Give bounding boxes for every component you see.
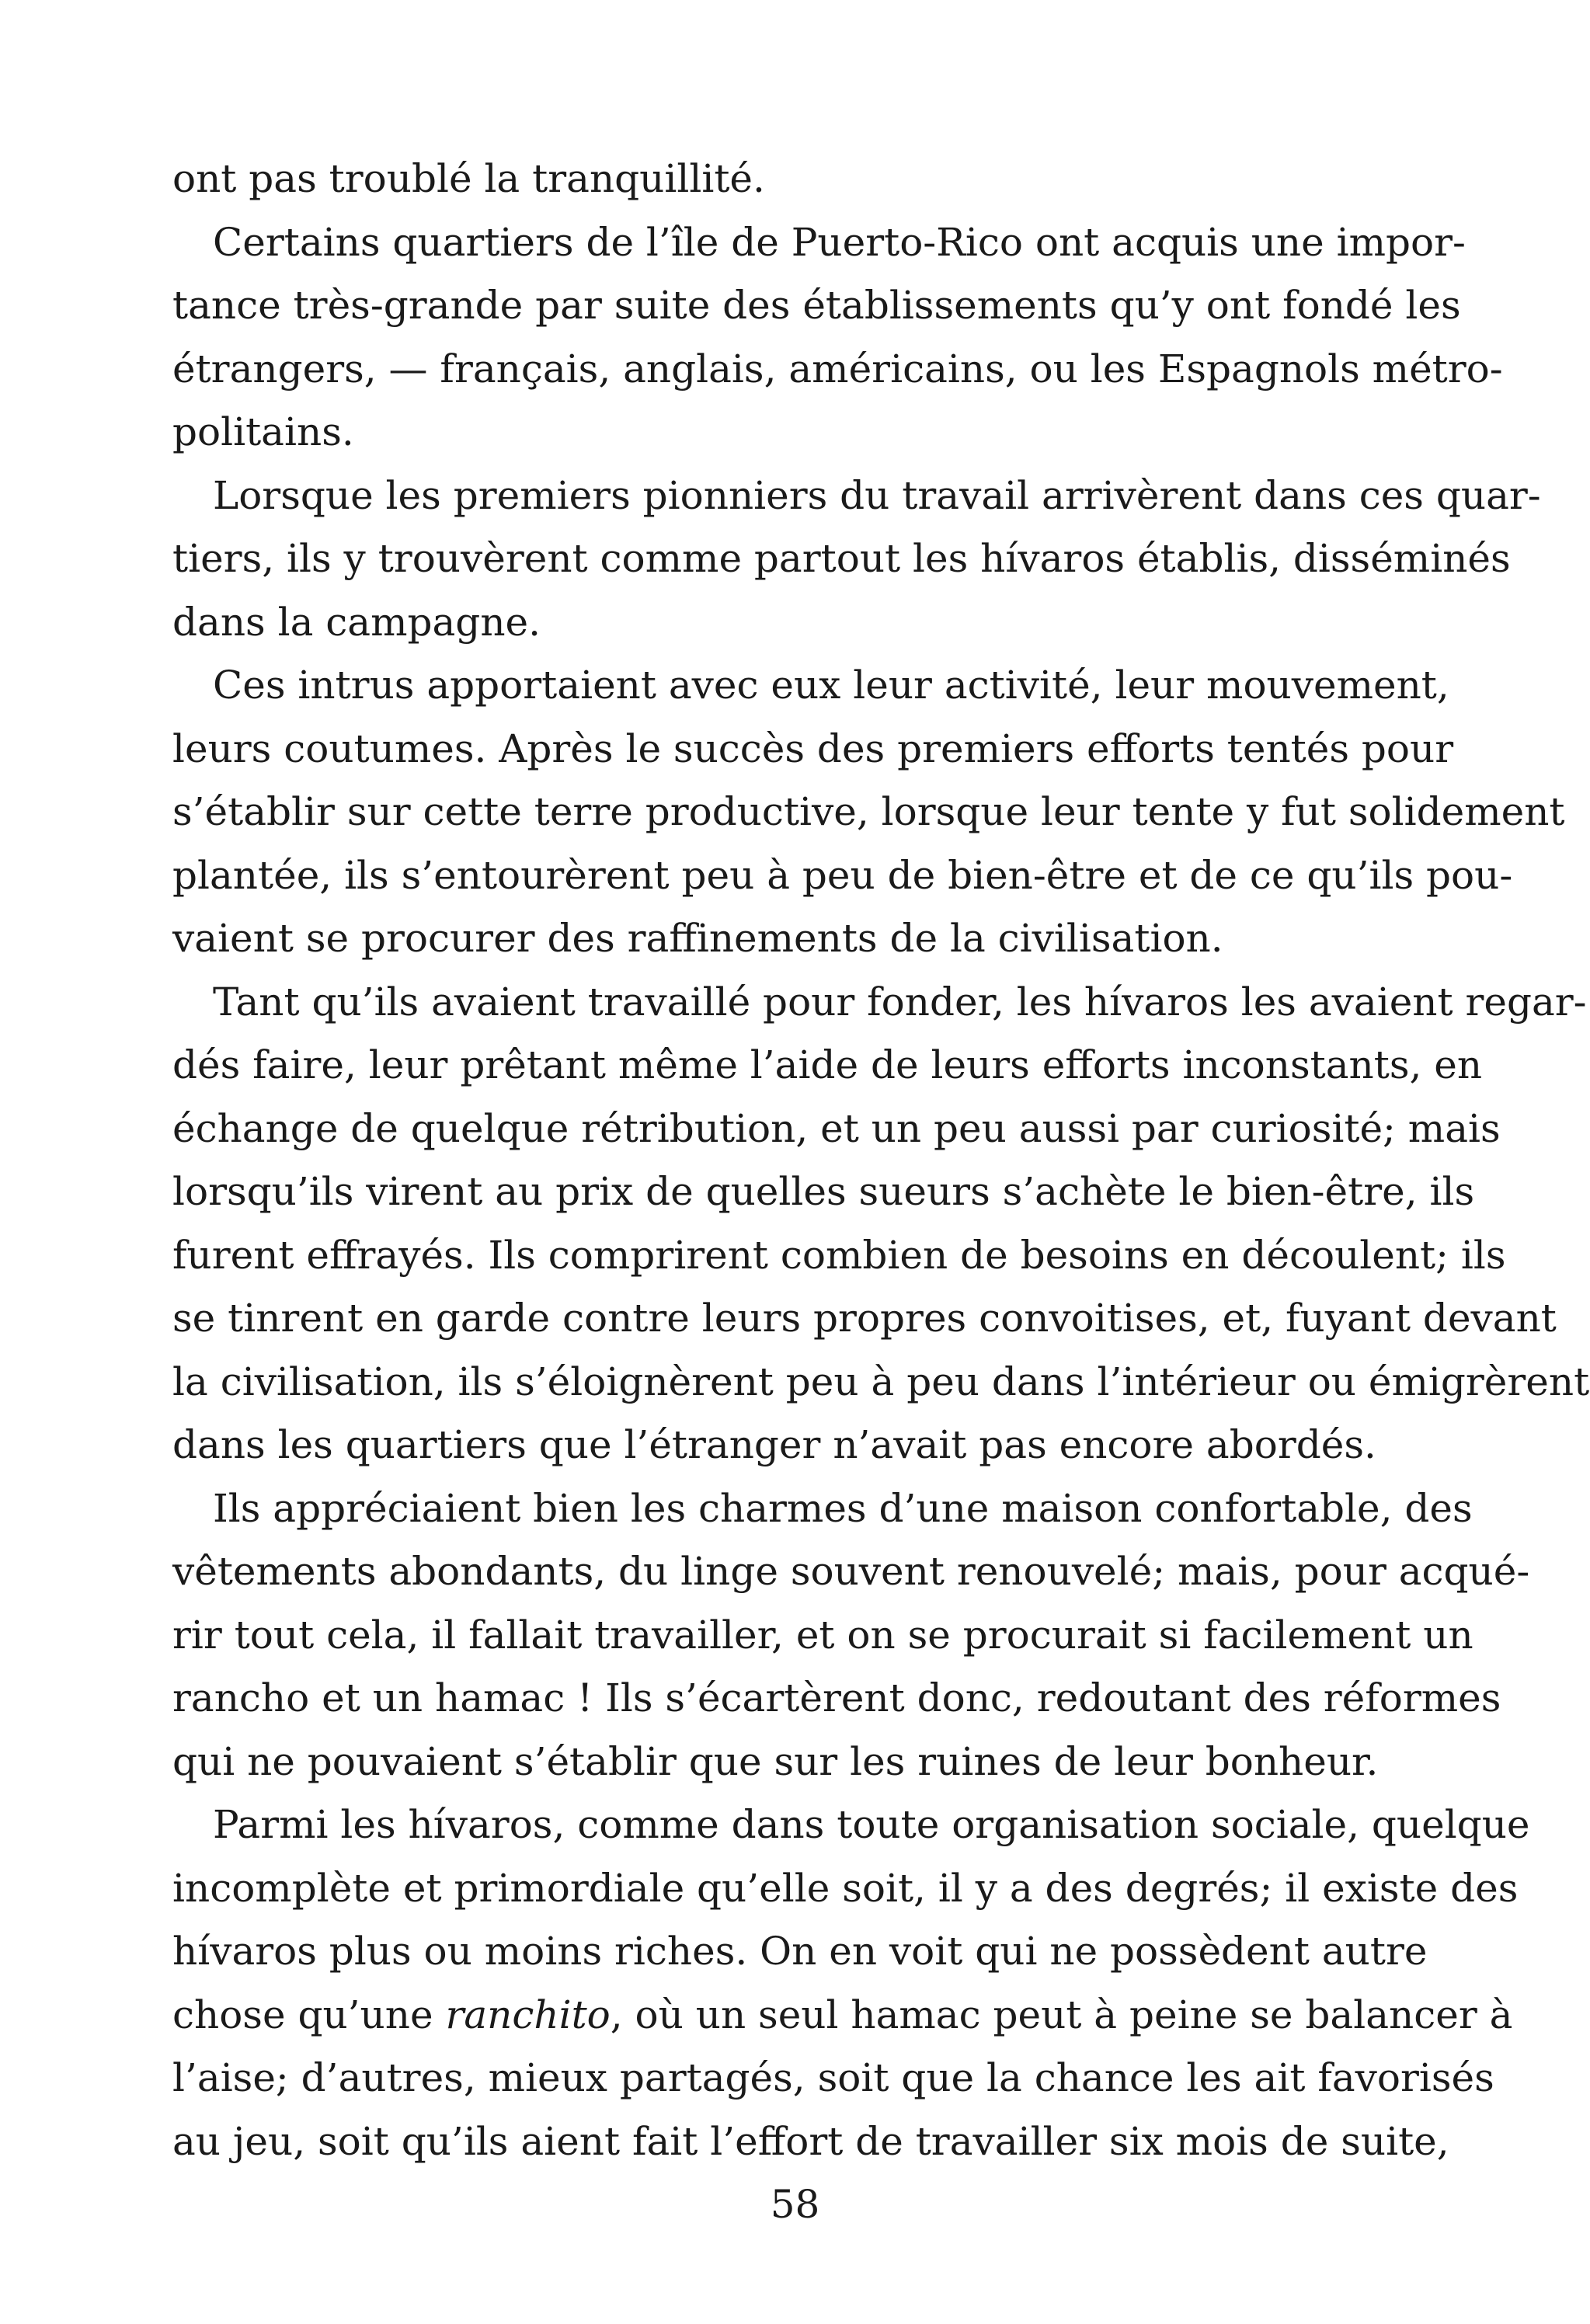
page-number: 58 — [770, 2182, 820, 2227]
text-line: dans les quartiers que l’étranger n’avait pas encore abordés. — [172, 1422, 1376, 1467]
text-segment: , où un seul hamac peut à peine se balancer à — [610, 1992, 1513, 2037]
text-line: l’aise; d’autres, mieux partagés, soit que la chance les ait favorisés — [172, 2055, 1494, 2100]
italic-term: ranchito — [445, 1992, 611, 2037]
text-line: ont pas troublé la tranquillité. — [172, 156, 765, 201]
text-line: Lorsque les premiers pionniers du travail arrivèrent dans ces quar- — [213, 472, 1541, 518]
text-line: Parmi les hívaros, comme dans toute organisation sociale, quelque — [213, 1802, 1530, 1847]
text-line: tance très-grande par suite des établissements qu’y ont fondé les — [172, 283, 1461, 328]
text-line: politains. — [172, 409, 354, 454]
text-line: dans la campagne. — [172, 599, 541, 645]
text-line: incomplète et primordiale qu’elle soit, il y a des degrés; il existe des — [172, 1865, 1519, 1911]
text-line: s’établir sur cette terre productive, lorsque leur tente y fut solidement — [172, 789, 1565, 834]
text-line: Ils appréciaient bien les charmes d’une maison confortable, des — [213, 1485, 1473, 1531]
text-line-with-italic — [172, 1984, 1513, 2047]
text-line: leurs coutumes. Après le succès des premiers efforts tentés pour — [172, 725, 1454, 771]
text-line: au jeu, soit qu’ils aient fait l’effort de travailler six mois de suite, — [172, 2118, 1449, 2164]
text-line: la civilisation, ils s’éloignèrent peu à peu dans l’intérieur ou émigrèrent — [172, 1359, 1590, 1404]
text-line: échange de quelque rétribution, et un peu aussi par curiosité; mais — [172, 1105, 1501, 1151]
text-line: dés faire, leur prêtant même l’aide de leurs efforts inconstants, en — [172, 1042, 1483, 1087]
text-line: hívaros plus ou moins riches. On en voit qui ne possèdent autre — [172, 1929, 1428, 1974]
text-line: vêtements abondants, du linge souvent renouvelé; mais, pour acqué- — [172, 1549, 1530, 1594]
body-text — [172, 148, 1590, 2173]
text-line: rancho et un hamac ! Ils s’écartèrent donc, redoutant des réformes — [172, 1675, 1501, 1720]
text-line: Certains quartiers de l’île de Puerto-Rico ont acquis une impor- — [213, 219, 1466, 265]
text-line: qui ne pouvaient s’établir que sur les ruines de leur bonheur. — [172, 1738, 1379, 1784]
text-line: vaient se procurer des raffinements de la civilisation. — [172, 916, 1223, 961]
text-segment: chose qu’une — [172, 1992, 446, 2037]
text-line: Tant qu’ils avaient travaillé pour fonder, les hívaros les avaient regar- — [213, 979, 1587, 1025]
text-line: furent effrayés. Ils comprirent combien de besoins en découlent; ils — [172, 1232, 1506, 1278]
text-line: se tinrent en garde contre leurs propres convoitises, et, fuyant devant — [172, 1296, 1557, 1341]
text-line: lorsqu’ils virent au prix de quelles sueurs s’achète le bien-être, ils — [172, 1169, 1475, 1214]
text-line: étrangers, — français, anglais, américains, ou les Espagnols métro- — [172, 346, 1503, 391]
text-line: tiers, ils y trouvèrent comme partout les hívaros établis, disséminés — [172, 536, 1511, 581]
text-line: plantée, ils s’entourèrent peu à peu de bien-être et de ce qu’ils pou- — [172, 852, 1513, 898]
text-line: rir tout cela, il fallait travailler, et on se procurait si facilement un — [172, 1612, 1473, 1658]
text-line: Ces intrus apportaient avec eux leur activité, leur mouvement, — [213, 663, 1449, 708]
